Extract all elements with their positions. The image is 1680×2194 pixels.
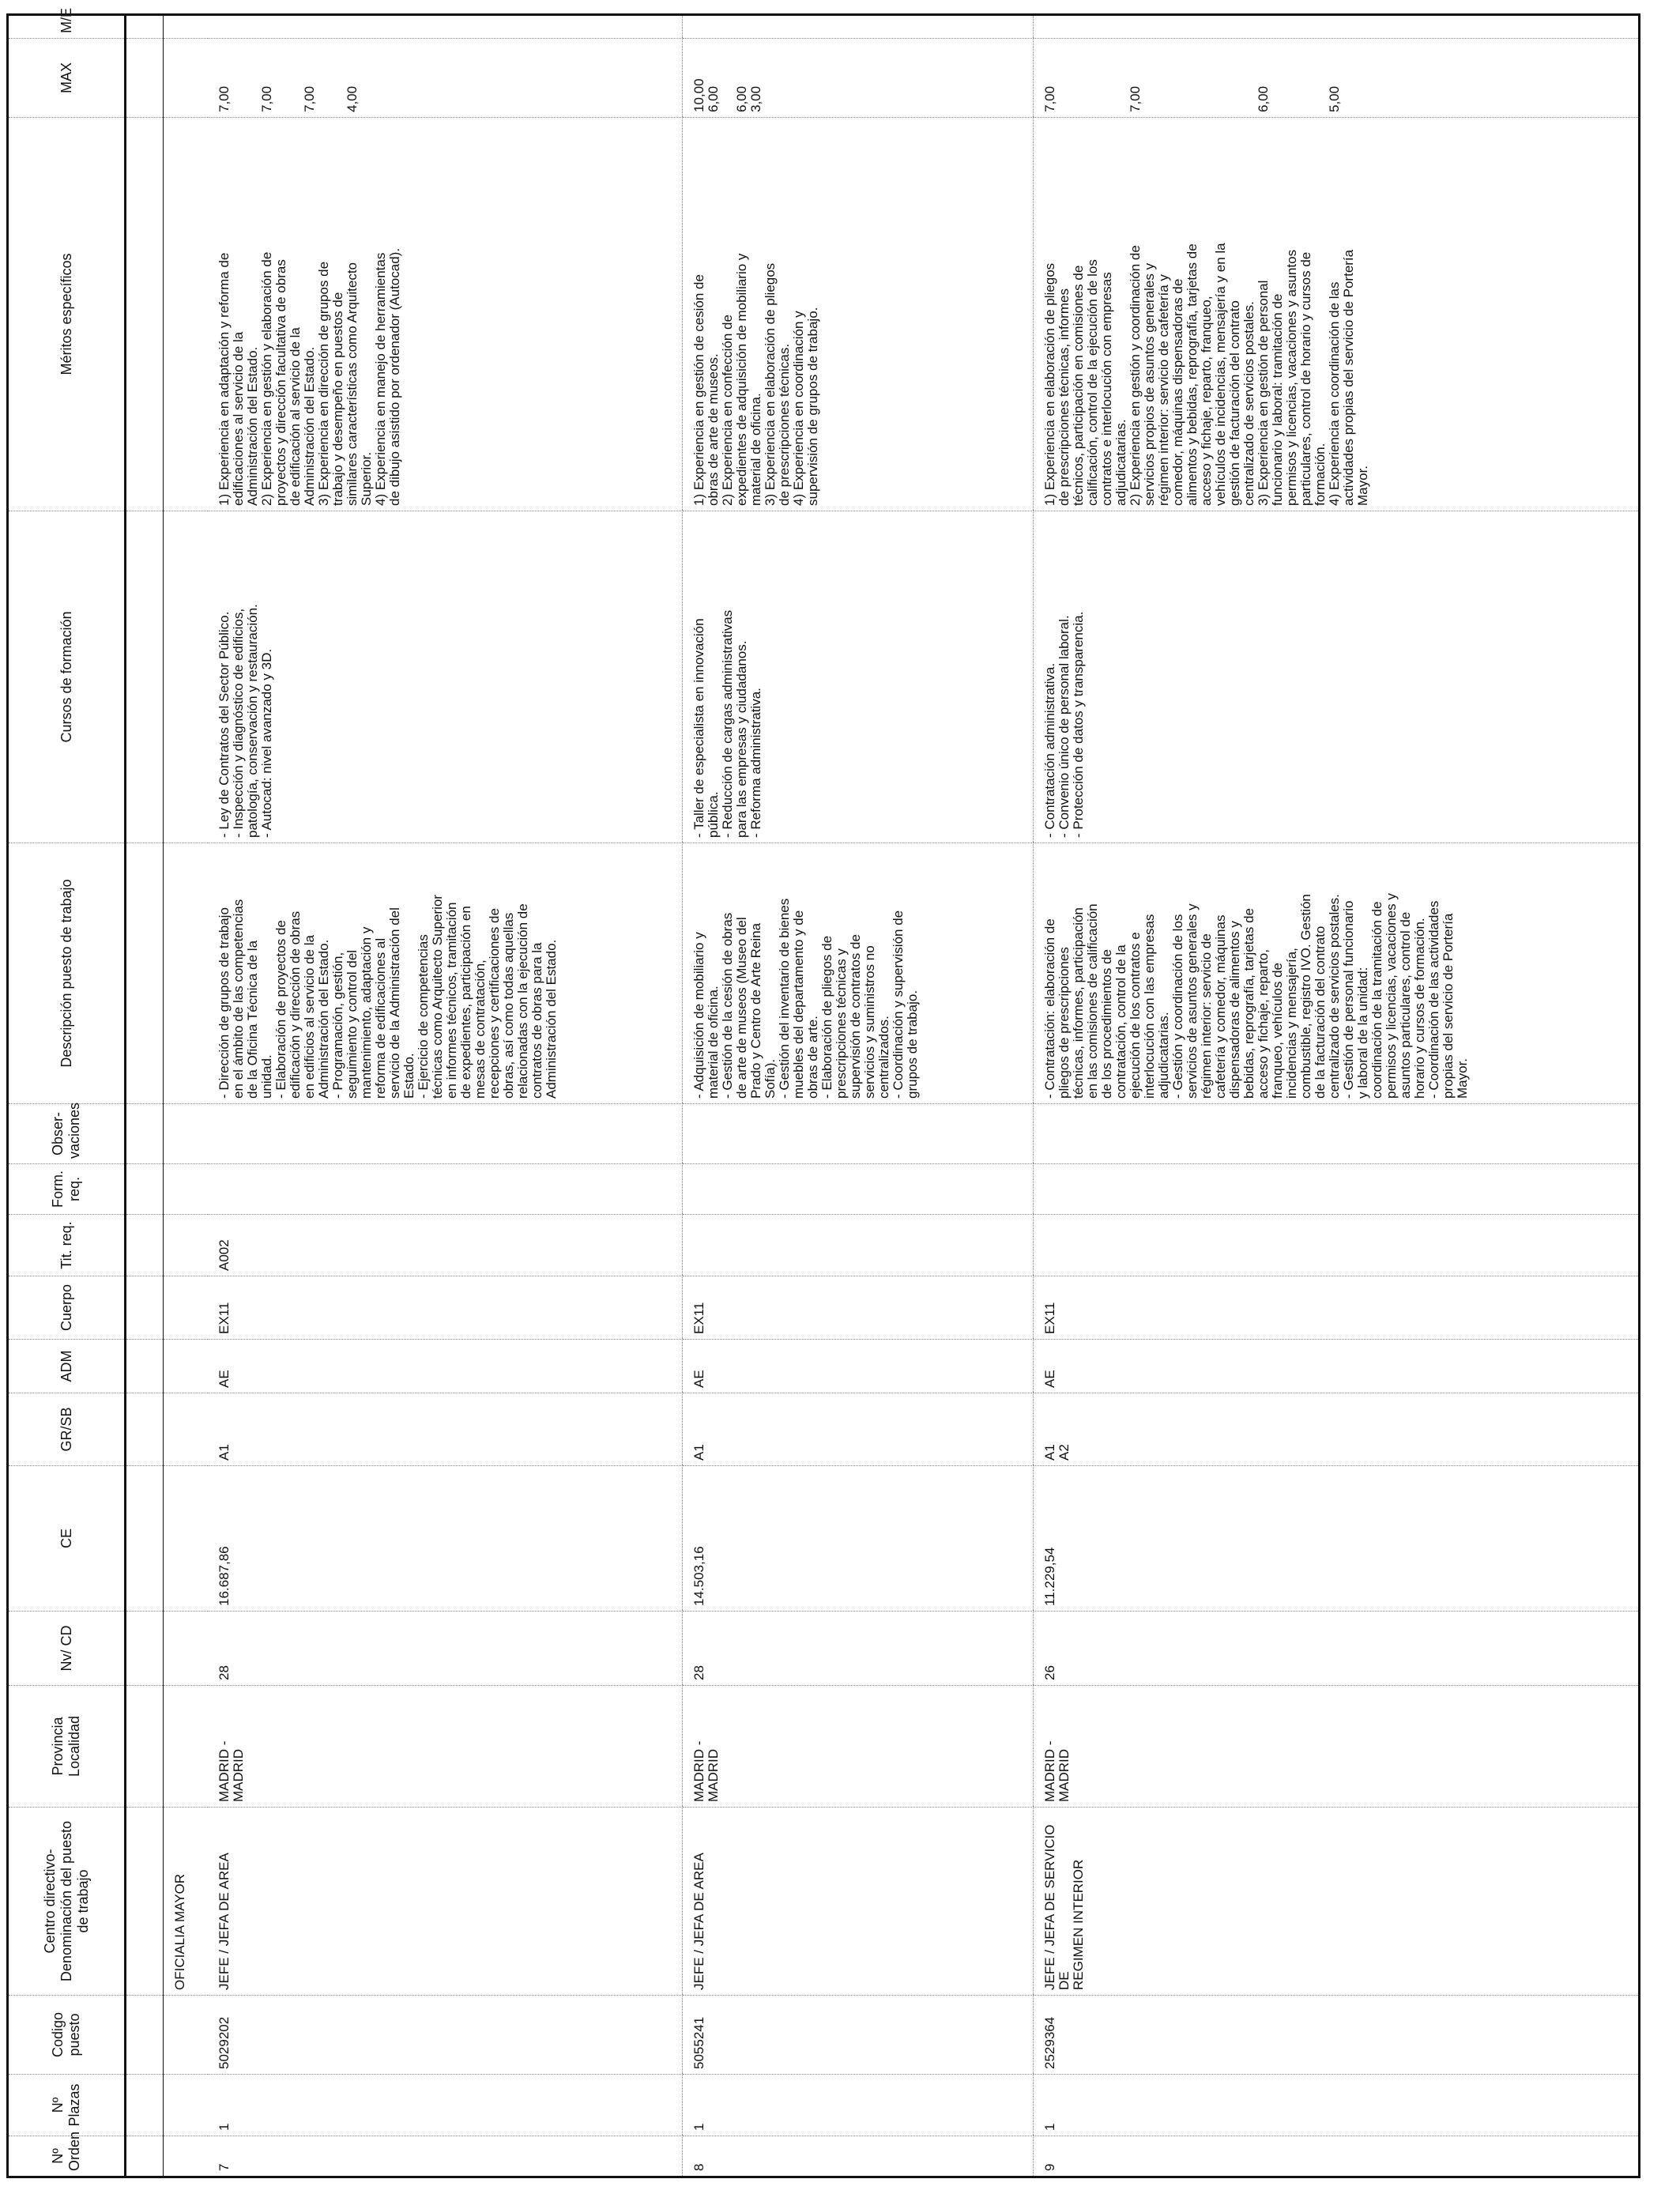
cell-tit: A002 [208,1215,682,1276]
cell-codigo: 2529364 [1033,1996,1639,2075]
cell-cuerpo: EX11 [208,1276,682,1340]
cell-max: 7,00 7,00 6,00 5,00 [1033,39,1639,118]
header-max: MAX [8,39,126,118]
header-tit: Tit. req. [8,1215,126,1276]
job-positions-table [6,7,1640,2178]
cell-provincia: MADRID - MADRID [1033,1686,1639,1808]
header-me: M/E [8,15,126,39]
cell-form [682,1164,1033,1215]
section-row [164,15,208,2177]
cell-provincia: MADRID - MADRID [208,1686,682,1808]
cell-descripcion: - Adquisición de mobiliario y material de oficina. - Gestión de la cesión de obras de arte de museos (Museo del Prado y Centro de Arte Reina Sofía). - Gestión del inventario de bienes muebles del departamento y de obras de arte. - Elaboración de pliegos de prescripciones técnicas y supervisión de contratos de servicios y suministros no centralizados. - Coordinación y supervisión de grupos de trabajo. [682,843,1033,1104]
cell-cuerpo: EX11 [1033,1276,1639,1340]
cell-orden: 9 [1033,2136,1639,2177]
table-row [682,15,1033,2177]
header-grupo: GR/SB [8,1393,126,1466]
cell-me [1033,15,1639,39]
cell-meritos: 1) Experiencia en adaptación y reforma de edificaciones al servicio de la Administración del Estado. 2) Experiencia en gestión y elaboración de proyectos y dirección facultativa de obras de edificación al servicio de la Administración del Estado. 3) Experiencia en dirección de grupos de trabajo y desempeño en puestos de similares características como Arquitecto Superior. 4) Experiencia en manejo de herramientas de dibujo asistido por ordenador (Autocad). [208,118,682,511]
header-plazas: Nº Plazas [8,2075,126,2136]
header-form: Form. req. [8,1164,126,1215]
section-title: OFICIALIA MAYOR [164,1808,208,1996]
cell-orden: 8 [682,2136,1033,2177]
table-row [208,15,682,2177]
cell-denominacion: JEFE / JEFA DE AREA [682,1808,1033,1996]
cell-grupo: A1 [682,1393,1033,1466]
cell-adm: AE [1033,1340,1639,1393]
header-cuerpo: Cuerpo [8,1276,126,1340]
cell-max: 10,00 6,00 6,00 3,00 [682,39,1033,118]
cell-form [208,1164,682,1215]
cell-plazas: 1 [208,2075,682,2136]
cell-cursos: - Taller de especialista en innovación pública. - Reducción de cargas administrativas para las empresas y ciudadanos. - Reforma administrativa. [682,511,1033,843]
cell-descripcion: - Dirección de grupos de trabajo en el ámbito de las competencias de la Oficina Técnica de la unidad. - Elaboración de proyectos de edificación y dirección de obras en edificios al servicio de la Administración del Estado. - Programación, gestión, seguimiento y control del mantenimiento, adaptación y reforma de edificaciones al servicio de la Administración del Estado. - Ejercicio de competencias técnicas como Arquitecto Superior en informes técnicos, tramitación de expedientes, participación en mesas de contratación, recepciones y certificaciones de obras, así como todas aquellas relacionadas con la ejecución de contratos de obras para la Administración del Estado. [208,843,682,1104]
cell-nivel: 28 [208,1612,682,1686]
cell-cursos: - Ley de Contratos del Sector Público. - Inspección y diagnóstico de edificios, patología, conservación y restauración. - Autocad: nivel avanzado y 3D. [208,511,682,843]
cell-grupo: A1 A2 [1033,1393,1639,1466]
cell-denominacion: JEFE / JEFA DE AREA [208,1808,682,1996]
cell-ce: 16.687,86 [208,1466,682,1612]
table-header-row [8,15,126,2177]
header-adm: ADM [8,1340,126,1393]
cell-tit [682,1215,1033,1276]
cell-meritos: 1) Experiencia en gestión de cesión de obras de arte de museos. 2) Experiencia en confección de expedientes de adquisición de mobiliario y material de oficina. 3) Experiencia en elaboración de pliegos de prescripciones técnicas. 4) Experiencia en coordinación y supervisión de grupos de trabajo. [682,118,1033,511]
cell-denominacion: JEFE / JEFA DE SERVICIO DE REGIMEN INTERIOR [1033,1808,1639,1996]
cell-meritos: 1) Experiencia en elaboración de pliegos de prescripciones técnicas, informes técnicos, participación en comisiones de calificación, control de la ejecución de los contratos e interlocución con empresas adjudicatarias. 2) Experiencia en gestión y coordinación de servicios propios de asuntos generales y régimen interior: servicio de cafetería y comedor, máquinas dispensadoras de alimentos y bebidas, reprografía, tarjetas de acceso y fichaje, reparto, franqueo, vehículos de incidencias, mensajería y en la gestión de facturación del contrato centralizado de servicios postales. 3) Experiencia en gestión de personal funcionario y laboral: tramitación de permisos y licencias, vacaciones y asuntos particulares, control de horario y cursos de formación. 4) Experiencia en coordinación de las actividades propias del servicio de Portería Mayor. [1033,118,1639,511]
cell-obs [208,1104,682,1164]
cell-codigo: 5055241 [682,1996,1033,2075]
cell-cursos: - Contratación administrativa. - Convenio único de personal laboral. - Protección de datos y transparencia. [1033,511,1639,843]
cell-ce: 11.229,54 [1033,1466,1639,1612]
header-descripcion: Descripción puesto de trabajo [8,843,126,1104]
cell-obs [682,1104,1033,1164]
cell-max: 7,00 7,00 7,00 4,00 [208,39,682,118]
cell-descripcion: - Contratación: elaboración de pliegos de prescripciones técnicas, informes, participación en las comisiones de calificación de los procedimientos de contratación, control de la ejecución de los contratos e interlocución con las empresas adjudicatarias. - Gestión y coordinación de los servicios de asuntos generales y régimen interior: servicio de cafetería y comedor, máquinas dispensadoras de alimentos y bebidas, reprografía, tarjetas de acceso y fichaje, reparto, franqueo, vehículos de incidencias y mensajería, combustible, registro IVO. Gestión de la facturación del contrato centralizado de servicios postales. - Gestión de personal funcionario y laboral de la unidad: coordinación de la tramitación de permisos y licencias, vacaciones y asuntos particulares, control de horario y cursos de formación. - Coordinación de las actividades propias del servicio de Portería Mayor. [1033,843,1639,1104]
cell-form [1033,1164,1639,1215]
table-row [1033,15,1639,2177]
cell-orden: 7 [208,2136,682,2177]
cell-adm: AE [208,1340,682,1393]
cell-provincia: MADRID - MADRID [682,1686,1033,1808]
cell-adm: AE [682,1340,1033,1393]
header-provincia: Provincia Localidad [8,1686,126,1808]
header-codigo: Codigo puesto [8,1996,126,2075]
cell-plazas: 1 [1033,2075,1639,2136]
cell-nivel: 28 [682,1612,1033,1686]
cell-cuerpo: EX11 [682,1276,1033,1340]
header-cursos: Cursos de formación [8,511,126,843]
cell-grupo: A1 [208,1393,682,1466]
cell-me [682,15,1033,39]
cell-tit [1033,1215,1639,1276]
header-denominacion: Centro directivo- Denominación del puesto de trabajo [8,1808,126,1996]
header-obs: Obser- vaciones [8,1104,126,1164]
cell-obs [1033,1104,1639,1164]
cell-plazas: 1 [682,2075,1033,2136]
cell-codigo: 5029202 [208,1996,682,2075]
cell-me [208,15,682,39]
header-meritos: Méritos específicos [8,118,126,511]
header-nivel: Nv/ CD [8,1612,126,1686]
cell-nivel: 26 [1033,1612,1639,1686]
header-orden: Nº Orden [8,2136,126,2177]
header-ce: CE [8,1466,126,1612]
spacer-row [126,15,164,2177]
cell-ce: 14.503,16 [682,1466,1033,1612]
